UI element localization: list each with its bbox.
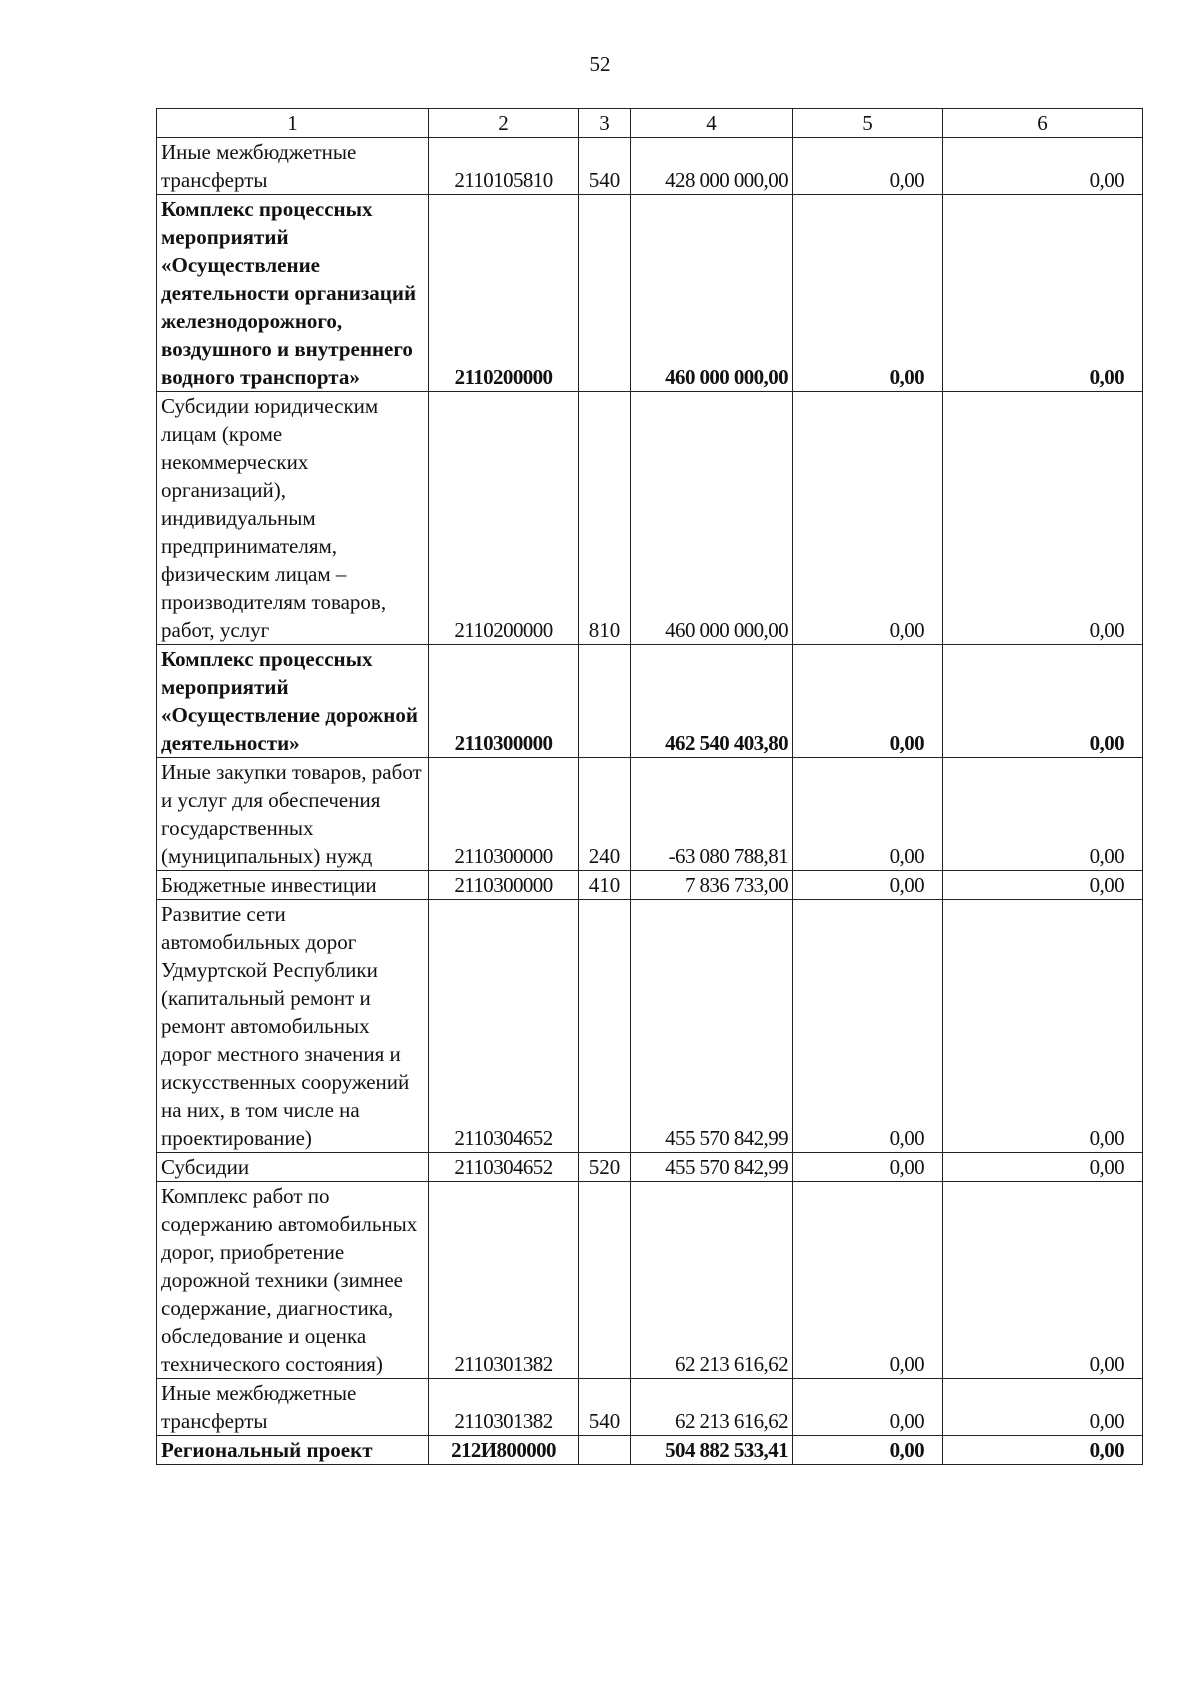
row-name: Комплекс процессных мероприятий «Осуществление дорожной деятельности» [157, 645, 429, 758]
row-col6: 0,00 [943, 1153, 1143, 1182]
row-col6: 0,00 [943, 1436, 1143, 1465]
row-col5: 0,00 [793, 871, 943, 900]
row-code: 2110301382 [429, 1182, 579, 1379]
row-col5: 0,00 [793, 758, 943, 871]
row-col6: 0,00 [943, 1379, 1143, 1436]
row-amount: 462 540 403,80 [631, 645, 793, 758]
row-amount: -63 080 788,81 [631, 758, 793, 871]
table-row [157, 195, 1143, 392]
row-expense-type [579, 900, 631, 1153]
row-code: 2110304652 [429, 900, 579, 1153]
row-amount: 504 882 533,41 [631, 1436, 793, 1465]
page-number: 52 [589, 52, 611, 76]
row-amount: 62 213 616,62 [631, 1182, 793, 1379]
row-name: Региональный проект [157, 1436, 429, 1465]
row-amount: 7 836 733,00 [631, 871, 793, 900]
header-row [157, 109, 1143, 138]
row-name: Иные закупки товаров, работ и услуг для обеспечения государственных (муниципальных) нужд [157, 758, 429, 871]
table-body [157, 138, 1143, 1465]
row-col6: 0,00 [943, 1182, 1143, 1379]
row-name: Развитие сети автомобильных дорог Удмуртской Республики (капитальный ремонт и ремонт автомобильных дорог местного значения и искусственных сооружений на них, в том числе на проектирование) [157, 900, 429, 1153]
row-name: Субсидии [157, 1153, 429, 1182]
table-row [157, 1379, 1143, 1436]
row-amount: 460 000 000,00 [631, 392, 793, 645]
header-col-2: 2 [429, 109, 579, 138]
header-col-6: 6 [943, 109, 1143, 138]
row-name: Иные межбюджетные трансферты [157, 138, 429, 195]
row-expense-type: 520 [579, 1153, 631, 1182]
row-code: 2110304652 [429, 1153, 579, 1182]
table-row [157, 871, 1143, 900]
row-amount: 428 000 000,00 [631, 138, 793, 195]
budget-table [156, 108, 1143, 1465]
row-expense-type: 810 [579, 392, 631, 645]
row-col5: 0,00 [793, 900, 943, 1153]
row-code: 2110301382 [429, 1379, 579, 1436]
row-col5: 0,00 [793, 1153, 943, 1182]
row-expense-type: 240 [579, 758, 631, 871]
row-col6: 0,00 [943, 758, 1143, 871]
row-col5: 0,00 [793, 1182, 943, 1379]
row-col6: 0,00 [943, 645, 1143, 758]
row-col6: 0,00 [943, 900, 1143, 1153]
header-col-3: 3 [579, 109, 631, 138]
row-expense-type: 540 [579, 138, 631, 195]
row-amount: 62 213 616,62 [631, 1379, 793, 1436]
row-col6: 0,00 [943, 195, 1143, 392]
table-row [157, 1153, 1143, 1182]
header-col-5: 5 [793, 109, 943, 138]
row-amount: 455 570 842,99 [631, 1153, 793, 1182]
table-row [157, 1182, 1143, 1379]
row-col6: 0,00 [943, 871, 1143, 900]
row-code: 2110200000 [429, 392, 579, 645]
table-row [157, 645, 1143, 758]
header-col-1: 1 [157, 109, 429, 138]
row-code: 2110300000 [429, 645, 579, 758]
row-code: 212И800000 [429, 1436, 579, 1465]
row-expense-type: 540 [579, 1379, 631, 1436]
row-expense-type [579, 1182, 631, 1379]
table-row [157, 900, 1143, 1153]
row-name: Комплекс работ по содержанию автомобильных дорог, приобретение дорожной техники (зимнее содержание, диагностика, обследование и оценка технического состояния) [157, 1182, 429, 1379]
row-col5: 0,00 [793, 138, 943, 195]
row-name: Субсидии юридическим лицам (кроме некоммерческих организаций), индивидуальным предпринимателям, физическим лицам – производителям товаров, работ, услуг [157, 392, 429, 645]
header-col-4: 4 [631, 109, 793, 138]
table-row [157, 392, 1143, 645]
row-name: Комплекс процессных мероприятий «Осуществление деятельности организаций железнодорожного, воздушного и внутреннего водного транспорта» [157, 195, 429, 392]
row-expense-type [579, 195, 631, 392]
row-code: 2110300000 [429, 871, 579, 900]
row-name: Бюджетные инвестиции [157, 871, 429, 900]
row-expense-type [579, 645, 631, 758]
table-row [157, 138, 1143, 195]
row-col5: 0,00 [793, 392, 943, 645]
table-row [157, 758, 1143, 871]
row-col5: 0,00 [793, 1436, 943, 1465]
row-col5: 0,00 [793, 1379, 943, 1436]
row-code: 2110105810 [429, 138, 579, 195]
row-col6: 0,00 [943, 392, 1143, 645]
row-expense-type: 410 [579, 871, 631, 900]
row-code: 2110300000 [429, 758, 579, 871]
table-row [157, 1436, 1143, 1465]
row-col5: 0,00 [793, 195, 943, 392]
row-amount: 455 570 842,99 [631, 900, 793, 1153]
row-code: 2110200000 [429, 195, 579, 392]
row-expense-type [579, 1436, 631, 1465]
row-name: Иные межбюджетные трансферты [157, 1379, 429, 1436]
row-col6: 0,00 [943, 138, 1143, 195]
row-col5: 0,00 [793, 645, 943, 758]
row-amount: 460 000 000,00 [631, 195, 793, 392]
